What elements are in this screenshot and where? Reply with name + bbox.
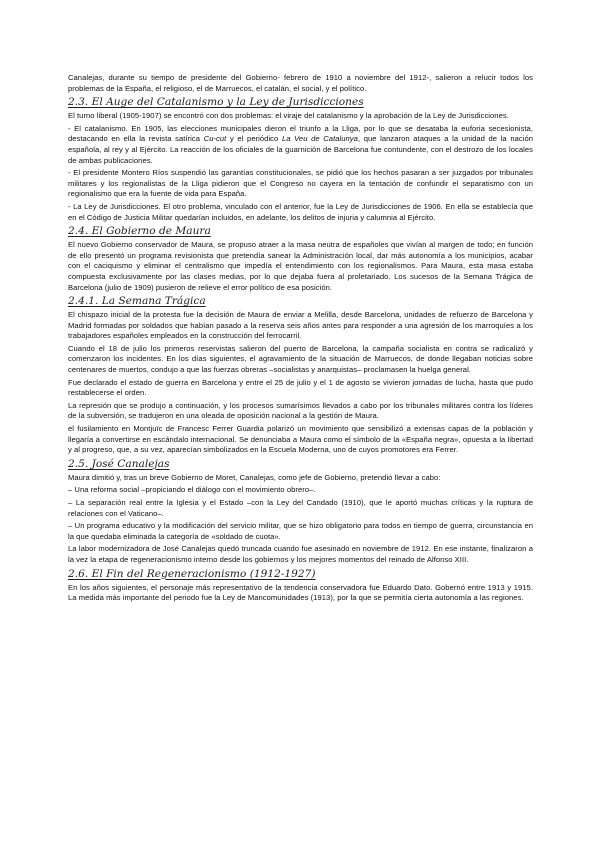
paragraph: El chispazo inicial de la protesta fue la decisión de Maura de enviar a Melilla, desde Barcelona, unidades de refuerzo de Barcelona y Madrid formadas por soldados que habían pasado a la reserva seis años antes para responder a una agresión de los marroquíes a los trabajadores españoles empleados en la construcción del ferrocarril.: [68, 310, 533, 341]
list-item: – La separación real entre la Iglesia y el Estado –con la Ley del Candado (1910), que le aportó muchas críticas y la ruptura de relaciones con el Vaticano–.: [68, 498, 533, 518]
paragraph: Fue declarado el estado de guerra en Barcelona y entre el 25 de julio y el 1 de agosto se vivieron jornadas de lucha, hasta que pudo restablecerse el orden.: [68, 377, 533, 398]
paragraph-catalanismo: [68, 124, 533, 166]
section-heading-2-6: 2.6. El Fin del Regeneracionismo (1912-1927): [68, 567, 316, 580]
paragraph: - La Ley de Jurisdicciones. El otro problema, vinculado con el anterior, fue la Ley de Jurisdicciones de 1906. En ella se establecía que en el Código de Justicia Militar quedarían incluidos, en adelante, los delitos de injuria y calumnia al Ejército.: [68, 201, 533, 222]
publication-title: Cu-cut: [203, 134, 227, 144]
paragraph: el fusilamiento en Montjuïc de Francesc Ferrer Guardia polarizó un movimiento que sensibilizó a extensas capas de la población y llegaría a convertirse en escándalo internacional. Se denunciaba a Maura como el símbolo de la «España negra», opuesta a la libertad y al progreso, que, a su vez, aparecían simbolizados en la Escuela Moderna, uno de cuyos promotores era Ferrer.: [68, 424, 533, 455]
paragraph: El nuevo Gobierno conservador de Maura, se propuso atraer a la masa neutra de españoles que vivían al margen de todo; en función de ello presentó un programa revisionista que pretendía sanear la Administración local, dar más autonomía a los municipios, acabar con el caciquismo y eliminar el centralismo que impedía el entendimiento con los regionalismos. Para Maura, esta masa estaba compuesta exclusivamente por las clases medias, por lo que dejaba fuera al proletariado. Los sucesos de la Semana Trágica de Barcelona (julio de 1909) pusieron de relieve el error político de esa posición.: [68, 240, 533, 292]
paragraph: La labor modernizadora de José Canalejas quedó truncada cuando fue asesinado en noviembre de 1912. En ese instante, finalizaron a la vez la etapa de regeneracionismo interno desde los gobiernos y los mejores momentos del reinado de Alfonso XIII.: [68, 544, 533, 564]
text-run: y el periódico: [226, 134, 282, 144]
section-heading-2-4-1: 2.4.1. La Semana Trágica: [68, 295, 206, 308]
intro-paragraph: Canalejas, durante su tiempo de presidente del Gobierno- febrero de 1910 a noviembre del 1912-, salieron a relucir todos los problemas de la España, el religioso, el de Marruecos, el catalán, el social, y el político.: [68, 73, 533, 93]
section-heading-2-5: 2.5. José Canalejas: [68, 457, 170, 470]
paragraph: Maura dimitió y, tras un breve Gobierno de Moret, Canalejas, como jefe de Gobierno, pretendió llevar a cabo:: [68, 472, 441, 482]
text-run: - El catalanismo. En 1905, las elecciones municipales dieron el triunfo a la Lliga, por lo que se desataba la euforia secesionista, destacando en ella la revista satírica: [68, 123, 533, 144]
paragraph: - El presidente Montero Ríos suspendió las garantías constitucionales, se pidió que los hechos pasaran a ser juzgados por tribunales militares y los regionalistas de la Lliga pidieron que el Congreso no cayera en la tentación de confundir el separatismo con un regionalismo que era la fuente de vida para España.: [68, 168, 533, 199]
paragraph: El turno liberal (1905-1907) se encontró con dos problemas: el viraje del catalanismo y la aprobación de la Ley de Jurisdicciones.: [68, 111, 509, 121]
text-run: , que lanzaron ataques a la unidad de la nación española, al rey y al Ejército. La reacción de los oficiales de la guarnición de Barcelona fue contundente, con el destrozo de los locales de ambas publicaciones.: [68, 134, 533, 165]
paragraph: Cuando el 18 de julio los primeros reservistas salieron del puerto de Barcelona, la campaña socialista en contra se radicalizó y comenzaron los incidentes. En los días siguientes, el agravamiento de la situación de Marruecos, de donde llegaban noticias sobre centenares de muertos, condujo a que las fuerzas obreras –socialistas y anarquistas– proclamasen la huelga general.: [68, 343, 533, 375]
publication-title: La Veu de Catalunya: [281, 134, 358, 144]
list-item: – Un programa educativo y la modificación del servicio militar, que se hizo obligatorio para todos en tiempo de guerra, circunstancia en la que quedaba eliminada la categoría de «soldado de cuota».: [68, 521, 533, 541]
list-item: – Una reforma social –propiciando el diálogo con el movimiento obrero–.: [68, 485, 316, 495]
paragraph: En los años siguientes, el personaje más representativo de la tendencia conservadora fue Eduardo Dato. Gobernó entre 1913 y 1915. La medida más importante del periodo fue la Ley de Mancomunidades (1913), por la que se permitía cierta autonomía a las regiones.: [68, 582, 533, 603]
section-heading-2-3: 2.3. El Auge del Catalanismo y la Ley de Jurisdicciones: [68, 96, 364, 109]
paragraph: La represión que se produjo a continuación, y los procesos sumarísimos llevados a cabo por los tribunales militares contra los líderes de la subversión, se tradujeron en una oleada de oposición nacional a la gestión de Maura.: [68, 400, 533, 421]
section-heading-2-4: 2.4. El Gobierno de Maura: [68, 225, 211, 238]
